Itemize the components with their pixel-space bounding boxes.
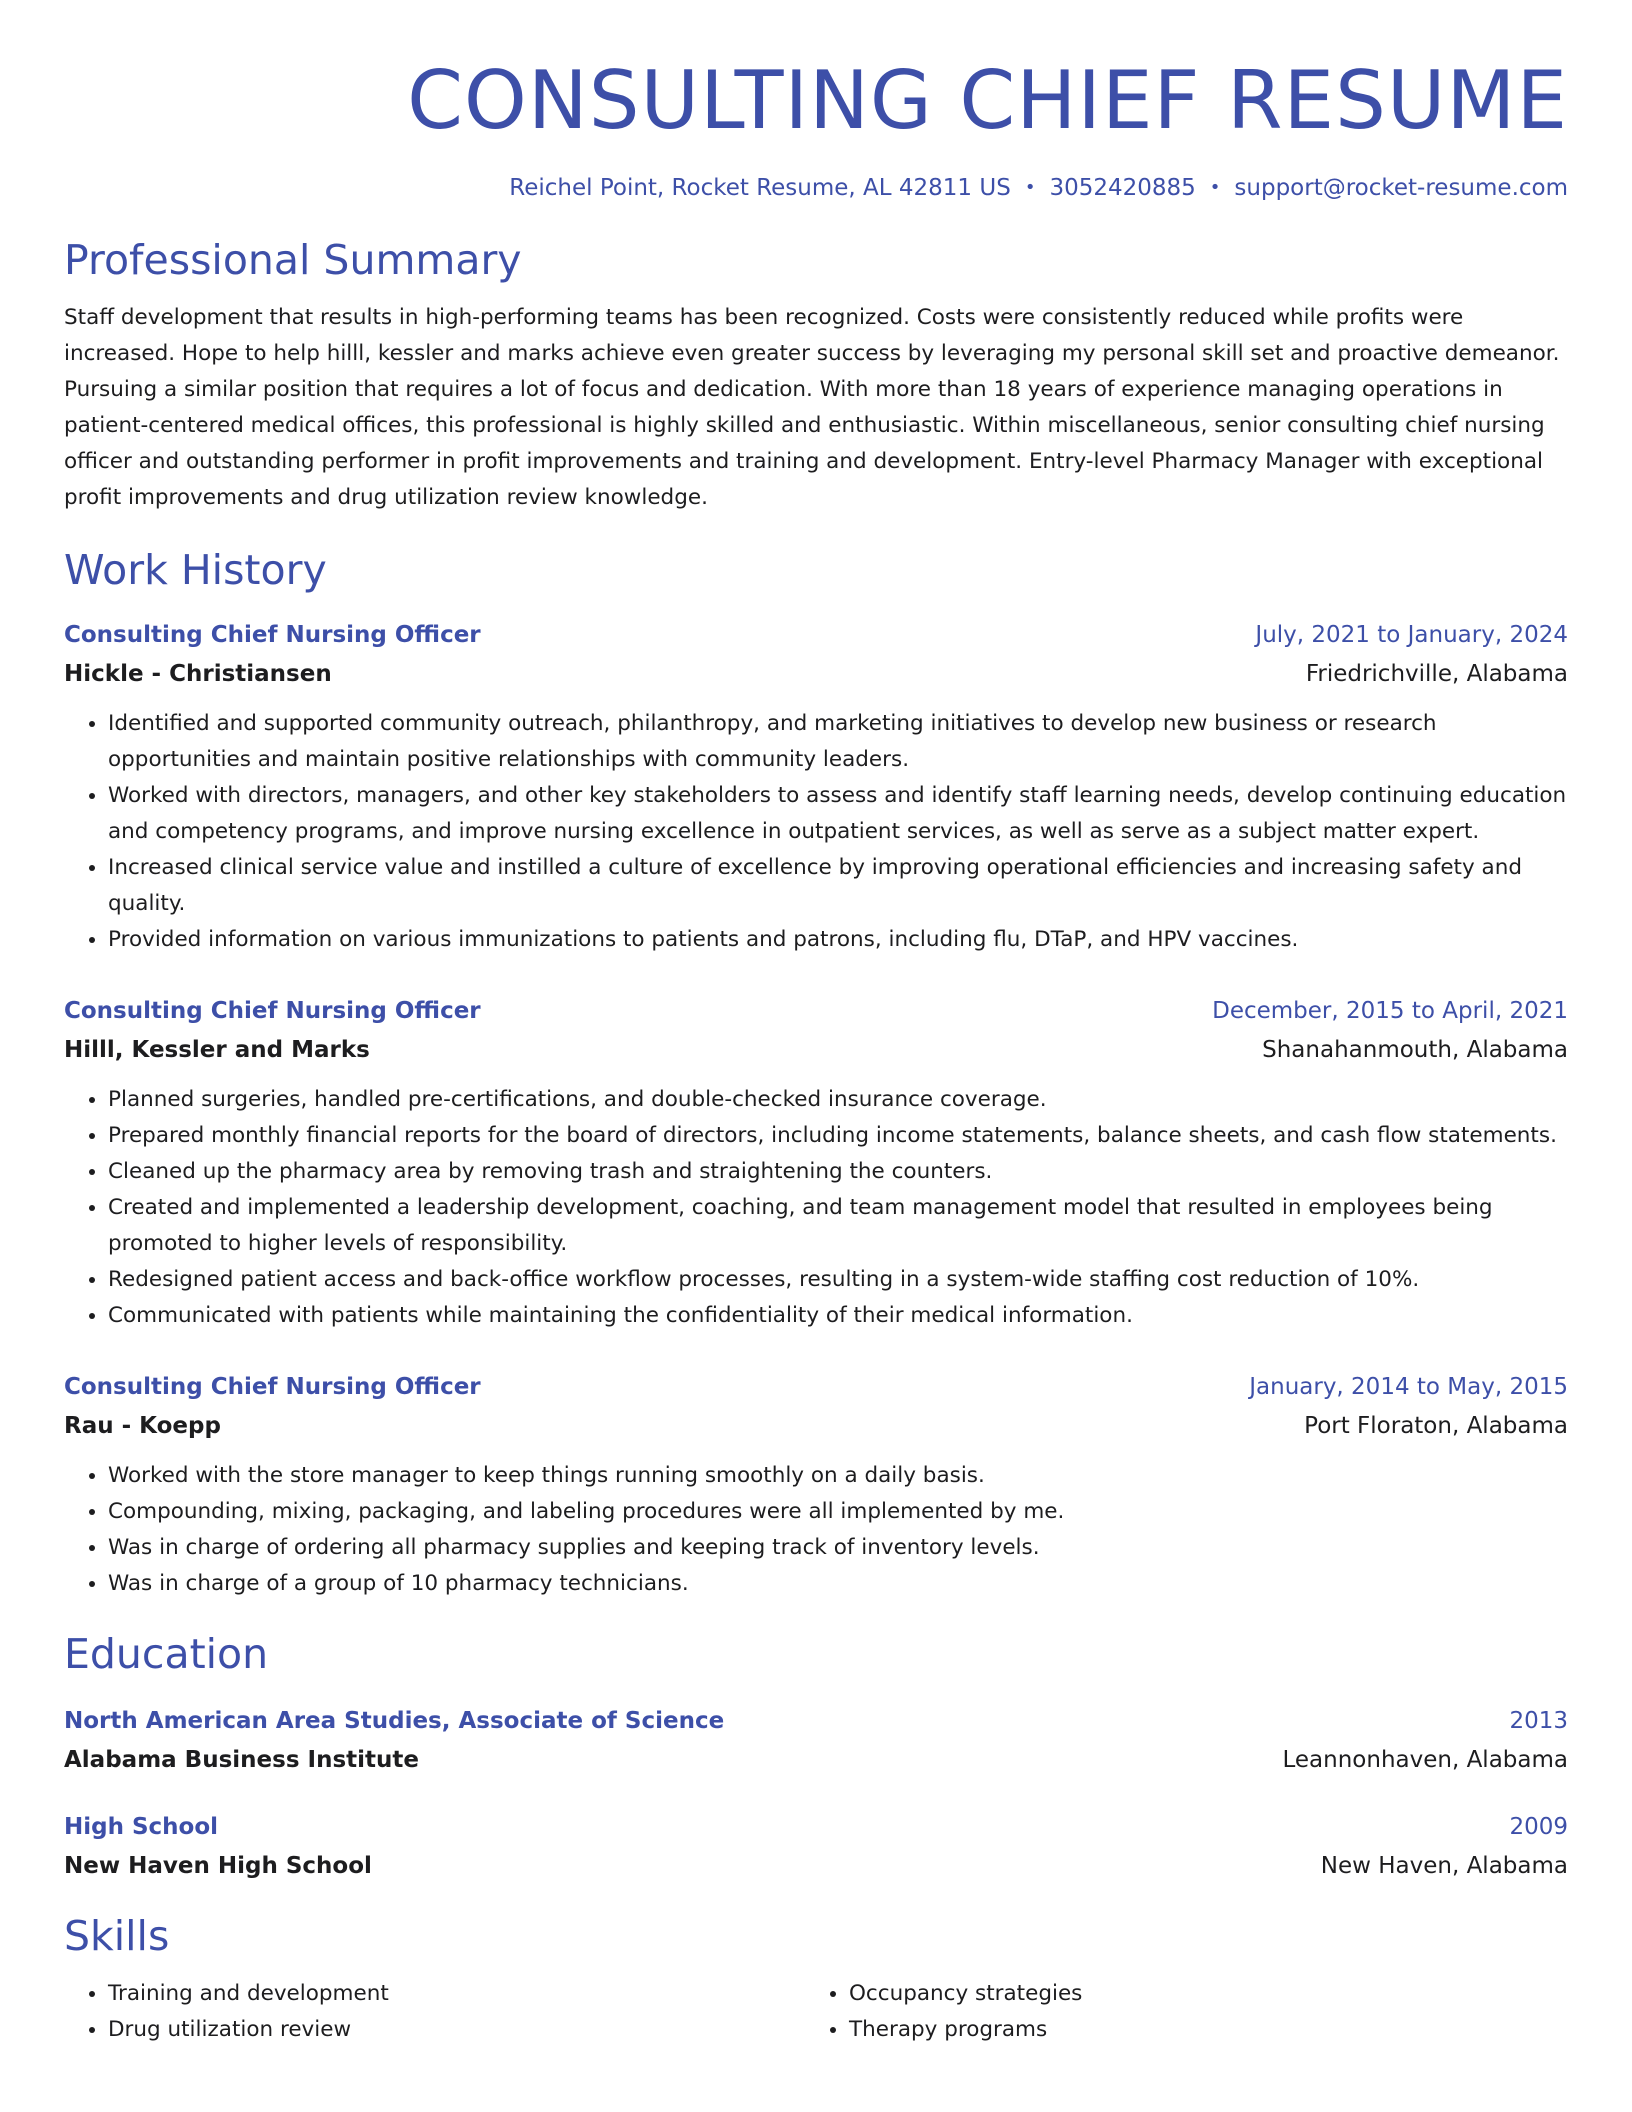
company-name: Hickle - Christiansen xyxy=(64,661,332,687)
section-heading: Skills xyxy=(64,1912,170,1960)
school-name: Alabama Business Institute xyxy=(64,1747,419,1773)
education-entry xyxy=(64,1702,1568,1780)
skills-section xyxy=(64,1910,1568,2048)
job-entry xyxy=(64,992,1568,1334)
job-bullets xyxy=(64,1082,1568,1334)
company-name: Hilll, Kessler and Marks xyxy=(64,1037,370,1063)
list-item: • Was in charge of a group of 10 pharmacy technicians. xyxy=(108,1566,1568,1602)
job-title: Consulting Chief Nursing Officer xyxy=(64,998,481,1024)
job-title: Consulting Chief Nursing Officer xyxy=(64,622,481,648)
graduation-year: 2013 xyxy=(1509,1708,1568,1734)
list-item: • Planned surgeries, handled pre-certifications, and double-checked insurance coverage. xyxy=(108,1082,1568,1118)
work-history-section xyxy=(64,544,1568,1602)
job-dates: July, 2021 to January, 2024 xyxy=(1255,622,1568,648)
list-item: • Cleaned up the pharmacy area by removing trash and straightening the counters. xyxy=(108,1154,1568,1190)
list-item: • Redesigned patient access and back-office workflow processes, resulting in a system-wide staffing cost reduction of 10%. xyxy=(108,1262,1568,1298)
list-item: • Prepared monthly financial reports for the board of directors, including income statements, balance sheets, and cash flow statements. xyxy=(108,1118,1568,1154)
list-item: • Communicated with patients while maintaining the confidentiality of their medical information. xyxy=(108,1298,1568,1334)
job-dates: December, 2015 to April, 2021 xyxy=(1212,998,1568,1024)
contact-phone: 3052420885 xyxy=(1049,175,1196,201)
job-entry xyxy=(64,616,1568,958)
job-location: Port Floraton, Alabama xyxy=(1304,1413,1568,1439)
skill-item: • Therapy programs xyxy=(849,2012,1546,2048)
skills-grid xyxy=(64,1976,1568,2048)
education-entry xyxy=(64,1808,1568,1886)
school-location: New Haven, Alabama xyxy=(1320,1853,1568,1879)
contact-address: Reichel Point, Rocket Resume, AL 42811 US xyxy=(509,175,1011,201)
contact-line xyxy=(64,172,1568,204)
skills-column-left xyxy=(64,1976,805,2048)
job-location: Shanahanmouth, Alabama xyxy=(1262,1037,1568,1063)
school-name: New Haven High School xyxy=(64,1853,372,1879)
section-heading: Work History xyxy=(64,546,327,594)
list-item: • Identified and supported community outreach, philanthropy, and marketing initiatives to develop new business or research opportunities and maintain positive relationships with community leaders. xyxy=(108,706,1568,778)
list-item: • Provided information on various immunizations to patients and patrons, including flu, DTaP, and HPV vaccines. xyxy=(108,922,1568,958)
list-item: • Was in charge of ordering all pharmacy supplies and keeping track of inventory levels. xyxy=(108,1530,1568,1566)
list-item: • Compounding, mixing, packaging, and labeling procedures were all implemented by me. xyxy=(108,1494,1568,1530)
degree-name: High School xyxy=(64,1814,219,1840)
resume-title: CONSULTING CHIEF RESUME xyxy=(407,54,1568,147)
section-heading: Education xyxy=(64,1630,269,1678)
skills-column-right xyxy=(805,1976,1546,2048)
professional-summary-section xyxy=(64,234,1568,516)
list-item: • Worked with directors, managers, and other key stakeholders to assess and identify staff learning needs, develop continuing education and competency programs, and improve nursing excellence in outpatient services, as well as serve as a subject matter expert. xyxy=(108,778,1568,850)
job-bullets xyxy=(64,706,1568,958)
graduation-year: 2009 xyxy=(1509,1814,1568,1840)
contact-separator: • xyxy=(1209,177,1221,198)
resume-header xyxy=(64,52,1568,204)
job-location: Friedrichville, Alabama xyxy=(1305,661,1568,687)
job-dates: January, 2014 to May, 2015 xyxy=(1249,1374,1568,1400)
skill-item: • Training and development xyxy=(108,1976,805,2012)
degree-name: North American Area Studies, Associate of Science xyxy=(64,1708,725,1734)
skill-item: • Drug utilization review xyxy=(108,2012,805,2048)
summary-text: Staff development that results in high-performing teams has been recognized. Costs were consistently reduced while profits were increased. Hope to help hilll, kessler and marks achieve even greater success by leveraging my personal skill set and proactive demeanor. Pursuing a similar position that requires a lot of focus and dedication. With more than 18 years of experience managing operations in patient-centered medical offices, this professional is highly skilled and enthusiastic. Within miscellaneous, senior consulting chief nursing officer and outstanding performer in profit improvements and training and development. Entry-level Pharmacy Manager with exceptional profit improvements and drug utilization review knowledge. xyxy=(64,305,1560,510)
job-title: Consulting Chief Nursing Officer xyxy=(64,1374,481,1400)
list-item: • Increased clinical service value and instilled a culture of excellence by improving operational efficiencies and increasing safety and quality. xyxy=(108,850,1568,922)
section-heading: Professional Summary xyxy=(64,236,522,284)
job-entry xyxy=(64,1368,1568,1602)
contact-email: support@rocket-resume.com xyxy=(1234,175,1568,201)
job-bullets xyxy=(64,1458,1568,1602)
contact-separator: • xyxy=(1024,177,1036,198)
skill-item: • Occupancy strategies xyxy=(849,1976,1546,2012)
school-location: Leannonhaven, Alabama xyxy=(1282,1747,1568,1773)
list-item: • Created and implemented a leadership development, coaching, and team management model that resulted in employees being promoted to higher levels of responsibility. xyxy=(108,1190,1568,1262)
list-item: • Worked with the store manager to keep things running smoothly on a daily basis. xyxy=(108,1458,1568,1494)
company-name: Rau - Koepp xyxy=(64,1413,221,1439)
education-section xyxy=(64,1628,1568,1886)
